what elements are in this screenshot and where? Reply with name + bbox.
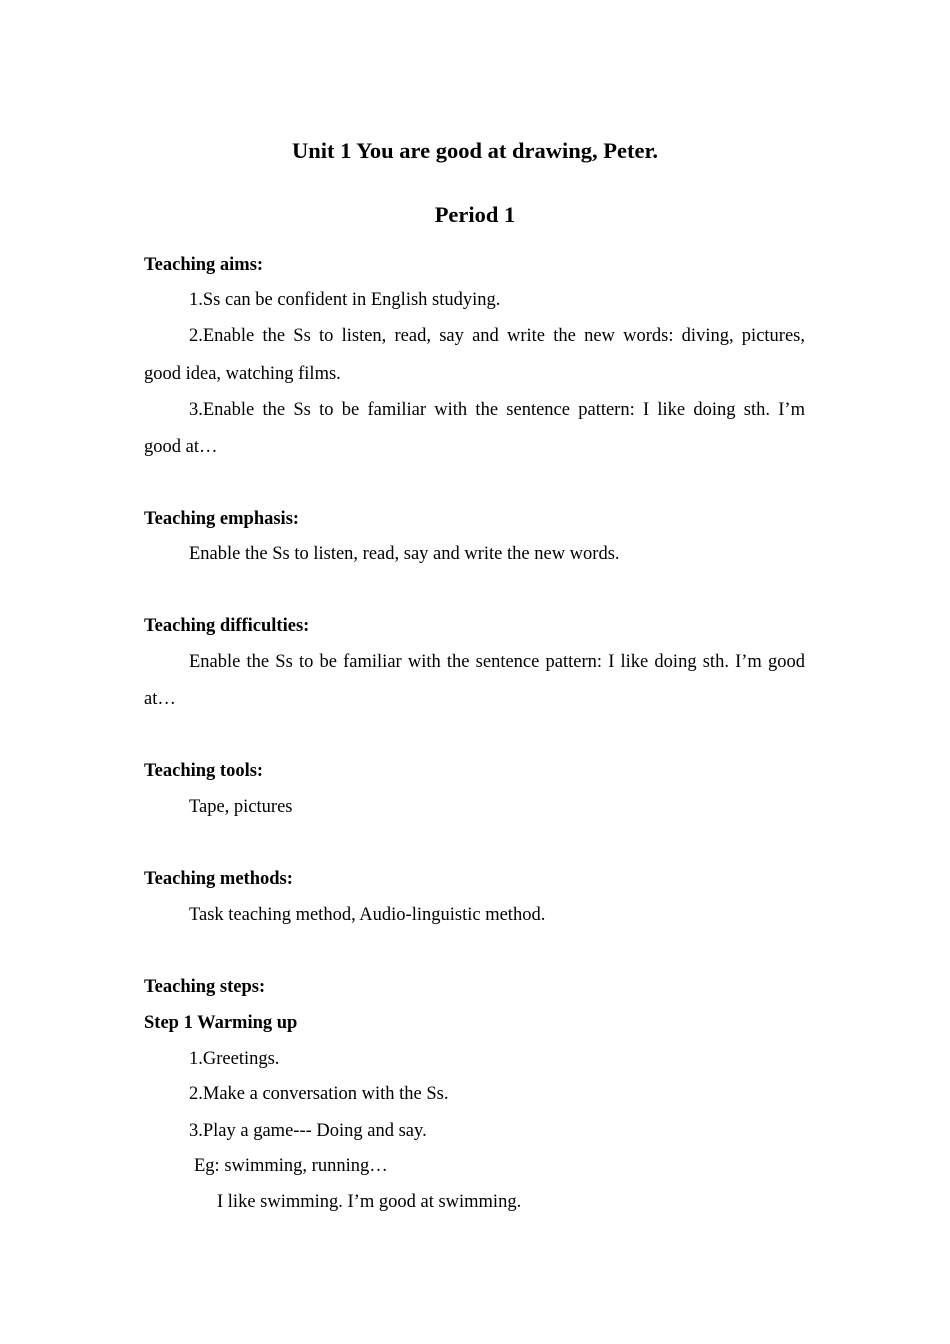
teaching-steps-heading: Teaching steps: [144, 977, 266, 997]
aims-item-1: 1.Ss can be confident in English studying. [189, 290, 501, 310]
teaching-tools-heading: Teaching tools: [144, 761, 264, 781]
aims-item-2-line-1: 2.Enable the Ss to listen, read, say and write the new words: diving, pictures, [189, 326, 805, 346]
teaching-aims-heading: Teaching aims: [144, 255, 264, 275]
teaching-emphasis-heading: Teaching emphasis: [144, 509, 300, 529]
step-1-item-1: 1.Greetings. [189, 1049, 280, 1069]
document-title: Unit 1 You are good at drawing, Peter. [291, 138, 659, 163]
difficulties-text-line-2: at… [144, 689, 176, 709]
period-heading: Period 1 [434, 202, 516, 227]
teaching-methods-heading: Teaching methods: [144, 869, 293, 889]
emphasis-text: Enable the Ss to listen, read, say and write the new words. [189, 544, 620, 564]
step-1-example: Eg: swimming, running… [194, 1156, 388, 1176]
aims-item-3-line-2: good at… [144, 437, 218, 457]
difficulties-text-line-1: Enable the Ss to be familiar with the sentence pattern: I like doing sth. I’m good [189, 652, 805, 672]
teaching-difficulties-heading: Teaching difficulties: [144, 616, 310, 636]
step-1-item-2: 2.Make a conversation with the Ss. [189, 1084, 449, 1104]
step-1-heading: Step 1 Warming up [144, 1013, 298, 1033]
tools-text: Tape, pictures [189, 797, 293, 817]
step-1-example-sentence: I like swimming. I’m good at swimming. [217, 1192, 522, 1212]
step-1-item-3: 3.Play a game--- Doing and say. [189, 1121, 427, 1141]
methods-text: Task teaching method, Audio-linguistic method. [189, 905, 546, 925]
aims-item-2-line-2: good idea, watching films. [144, 364, 341, 384]
aims-item-3-line-1: 3.Enable the Ss to be familiar with the sentence pattern: I like doing sth. I’m [189, 400, 805, 420]
